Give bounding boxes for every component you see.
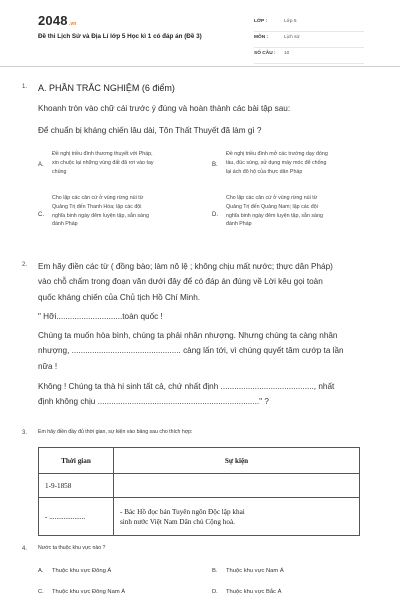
table-row: [39, 474, 360, 498]
cell-event-blank[interactable]: [114, 474, 360, 498]
meta-label: LỚP :: [254, 19, 268, 24]
question-number: 3.: [22, 430, 28, 436]
option-a[interactable]: A. Thuộc khu vực Đông Á: [38, 568, 112, 574]
brand-logo[interactable]: 2048.vn: [38, 13, 77, 28]
meta-label: SỐ CÂU :: [254, 51, 276, 56]
option-c[interactable]: C. Thuộc khu vực Đông Nam Á: [38, 589, 126, 595]
table-row: [39, 498, 360, 536]
meta-box: [254, 16, 364, 64]
question-text: Em hãy điền các từ ( đồng bào; làm nô lệ ; không chịu mất nước; thực dân Pháp): [38, 262, 333, 271]
timeline-table: [38, 447, 360, 536]
question-number: 2.: [22, 262, 28, 268]
option-text[interactable]: Đề nghị triều đình thương thuyết với Pháp, xin chuộc lại những vùng đất đã rơi vào tay chúng: [52, 151, 154, 175]
meta-label: MÔN :: [254, 35, 269, 40]
table-header-row: [39, 448, 360, 474]
meta-value: 10: [284, 51, 290, 56]
page-header: [0, 0, 400, 78]
fill-blank-line[interactable]: " Hỡi.............................toàn quốc !: [38, 312, 163, 321]
meta-value: Lịch sử: [284, 35, 300, 40]
instruction-text: Khoanh tròn vào chữ cái trước ý đúng và hoàn thành các bài tập sau:: [38, 104, 291, 113]
header-divider: [0, 66, 400, 67]
document-title: Đề thi Lịch Sử và Địa Lí lớp 5 Học kì 1 có đáp án (Đề 3): [38, 33, 202, 40]
question-text: quốc kháng chiến của Chủ tịch Hồ Chí Minh.: [38, 293, 201, 302]
fill-blank-line[interactable]: Không ! Chúng ta thà hi sinh tất cả, chứ nhất định ........................................., nhất: [38, 382, 335, 391]
option-b[interactable]: B. Thuộc khu vực Nam Á: [212, 568, 284, 574]
question-number: 1.: [22, 84, 28, 90]
meta-row-count: [254, 48, 364, 64]
option-text[interactable]: Đề nghị triều đình mở các trường dạy đóng tàu, đúc súng, sử dụng máy móc để chống lại ách đô hộ của thực dân Pháp: [226, 151, 328, 175]
fill-blank-line[interactable]: nhượng, ................................................ càng lấn tới, vì chúng quyết tâm cướp ta lần: [38, 346, 344, 355]
question-number: 4.: [22, 546, 28, 552]
meta-row-class: [254, 16, 364, 32]
paragraph-text: Chúng ta muốn hòa bình, chúng ta phải nhân nhượng. Nhưng chúng ta càng nhân: [38, 331, 338, 340]
option-letter[interactable]: B.: [212, 162, 218, 168]
option-letter[interactable]: A.: [38, 162, 44, 168]
brand-suffix: .vn: [68, 21, 77, 27]
cell-event: - Bác Hồ đọc bản Tuyên ngôn Độc lập khai sinh nước Việt Nam Dân chủ Cộng hoà.: [114, 498, 360, 536]
meta-row-subject: [254, 32, 364, 48]
cell-time-blank[interactable]: - ....................: [39, 498, 114, 536]
option-letter[interactable]: D.: [212, 212, 218, 218]
section-title: A. PHẦN TRẮC NGHIỆM (6 điểm): [38, 83, 175, 93]
column-header-event: Sự kiện: [114, 448, 360, 474]
option-d[interactable]: D. Thuộc khu vực Bắc Á: [212, 589, 282, 595]
question-text: vào chỗ chấm trong đoạn văn dưới đây để có đáp án đúng về Lời kêu gọi toàn: [38, 277, 323, 286]
option-text[interactable]: Cho lập các căn cứ ở vùng rừng núi từ Quảng Trị đến Quảng Nam; lập các đội nghĩa binh ngày đêm luyện tập, sẵn sàng đánh Pháp: [226, 195, 323, 228]
question-text: Em hãy điền đầy đủ thời gian, sự kiện vào bảng sau cho thích hợp:: [38, 429, 193, 435]
option-text[interactable]: Cho lập các căn cứ ở vùng rừng núi từ Quảng Trị đến Thanh Hóa; lập các đội nghĩa binh ngày đêm luyện tập, sẵn sàng đánh Pháp: [52, 195, 149, 228]
question-text: Nước ta thuộc khu vực nào ?: [38, 545, 106, 551]
question-text: Để chuẩn bị kháng chiến lâu dài, Tôn Thất Thuyết đã làm gì ?: [38, 126, 262, 135]
option-letter[interactable]: C.: [38, 212, 44, 218]
meta-value: Lớp 5: [284, 19, 297, 24]
cell-time: 1-9-1858: [39, 474, 114, 498]
fill-blank-line[interactable]: định không chịu ......................................................................." ?: [38, 397, 269, 406]
paragraph-text: nữa !: [38, 362, 58, 371]
column-header-time: Thời gian: [39, 448, 114, 474]
